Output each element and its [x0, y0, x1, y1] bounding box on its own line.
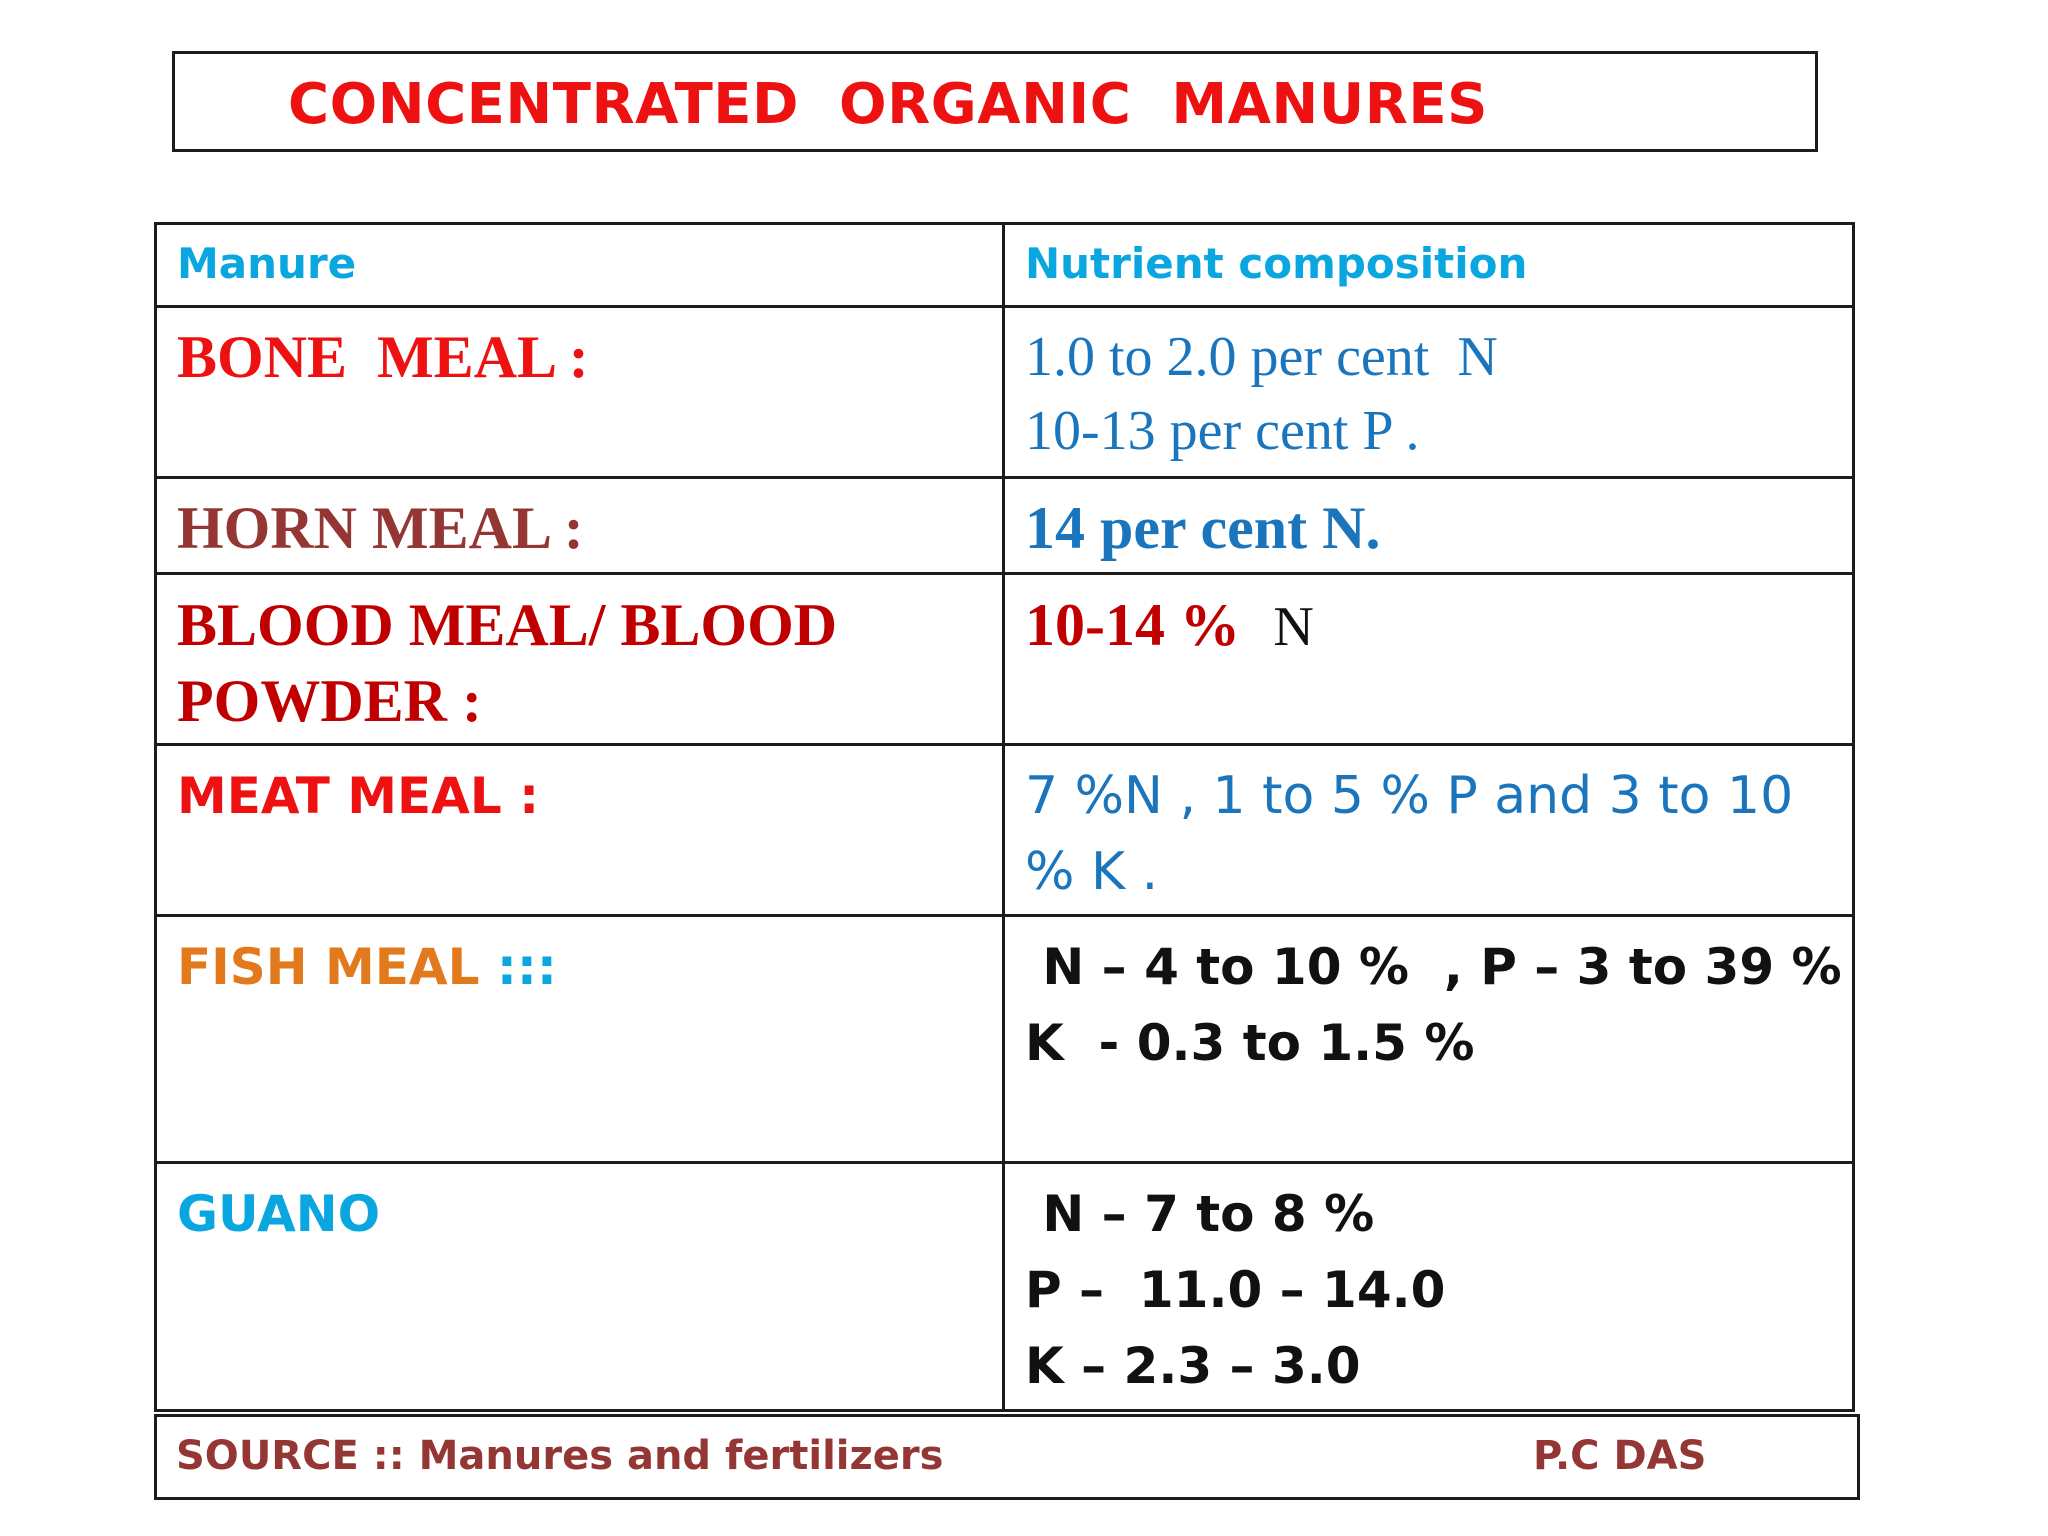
table-row [156, 1163, 1854, 1411]
composition-line: 7 %N , 1 to 5 % P and 3 to 10 % K . [1025, 766, 1794, 902]
manures-table [154, 222, 1855, 1412]
header-cell-composition [1004, 224, 1854, 307]
composition-unit: N [1273, 596, 1314, 658]
composition-line: 1.0 to 2.0 per cent N [1025, 326, 1498, 388]
source-box [154, 1414, 1860, 1500]
composition-line: P – 11.0 – 14.0 [1025, 1261, 1446, 1319]
composition-cell [1004, 916, 1854, 1163]
page-title: CONCENTRATED ORGANIC MANURES [288, 72, 1488, 137]
manure-name-meat-meal: MEAT MEAL : [177, 767, 540, 825]
title-box [172, 51, 1818, 152]
composition-cell [1004, 478, 1854, 574]
table-row [156, 574, 1854, 745]
manure-cell [156, 478, 1004, 574]
table-row [156, 307, 1854, 478]
header-cell-manure [156, 224, 1004, 307]
manure-cell [156, 745, 1004, 916]
fish-meal-colons: ::: [496, 938, 557, 996]
composition-cell [1004, 745, 1854, 916]
manure-cell [156, 1163, 1004, 1411]
table-row [156, 916, 1854, 1163]
manure-cell [156, 307, 1004, 478]
header-composition: Nutrient composition [1025, 239, 1528, 288]
manure-cell [156, 574, 1004, 745]
manure-name-horn-meal: HORN MEAL : [177, 495, 584, 561]
manure-cell [156, 916, 1004, 1163]
composition-line [1025, 587, 1832, 665]
author-text: P.C DAS [1533, 1433, 1707, 1479]
table-row [156, 478, 1854, 574]
header-manure: Manure [177, 239, 357, 288]
composition-line: N – 7 to 8 % [1025, 1185, 1375, 1243]
manure-name-bone-meal: BONE MEAL : [177, 324, 589, 390]
composition-line: K – 2.3 – 3.0 [1025, 1337, 1361, 1395]
fish-meal-label: FISH MEAL [177, 938, 480, 996]
composition-line: K - 0.3 to 1.5 % [1025, 1014, 1475, 1072]
manure-name-fish-meal [177, 929, 982, 1005]
composition-line: N – 4 to 10 % , P – 3 to 39 % [1025, 938, 1842, 996]
composition-cell [1004, 1163, 1854, 1411]
manure-name-blood-meal: BLOOD MEAL/ BLOOD POWDER : [177, 592, 838, 734]
table-header-row [156, 224, 1854, 307]
composition-value: 10-14 % [1025, 592, 1240, 658]
table-row [156, 745, 1854, 916]
source-text: SOURCE :: Manures and fertilizers [176, 1433, 944, 1479]
composition-cell [1004, 574, 1854, 745]
composition-line: 10-13 per cent P . [1025, 400, 1420, 462]
composition-cell [1004, 307, 1854, 478]
composition-line: 14 per cent N. [1025, 495, 1381, 561]
manure-name-guano: GUANO [177, 1185, 381, 1243]
